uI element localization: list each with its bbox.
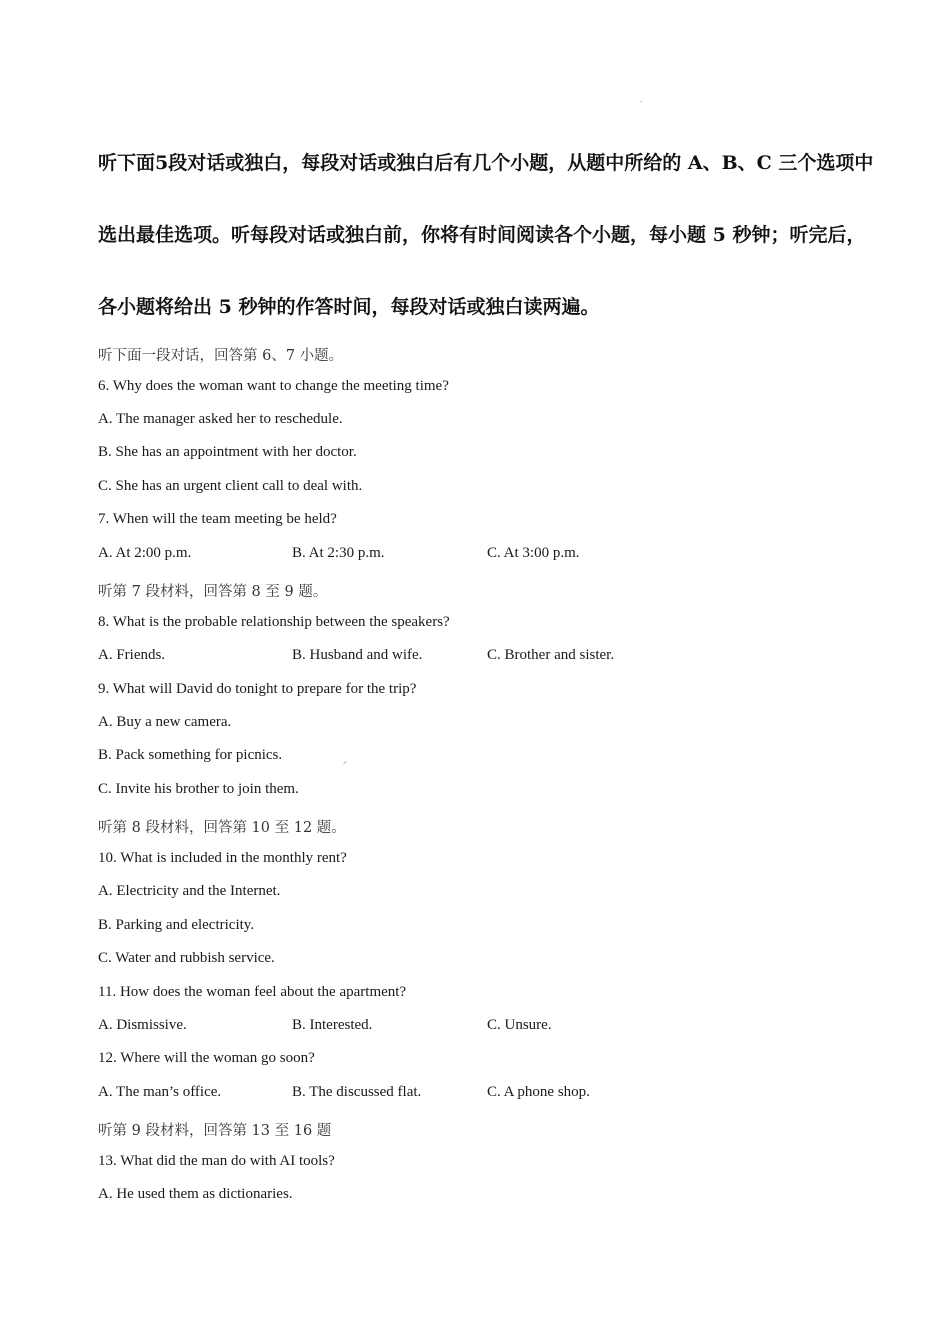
- question-7: 7. When will the team meeting be held?: [98, 511, 337, 527]
- option-12a: A. The man’s office.: [98, 1084, 222, 1100]
- option-8b: B. Husband and wife.: [292, 647, 423, 663]
- option-13a: A. He used them as dictionaries.: [98, 1186, 293, 1202]
- question-10: 10. What is included in the monthly rent?: [98, 850, 347, 866]
- option-8a: A. Friends.: [98, 647, 166, 663]
- option-12b: B. The discussed flat.: [292, 1084, 422, 1100]
- scan-speck: [343, 761, 347, 764]
- section-heading: 听第 8 段材料，回答第 10 至 12 题。: [98, 820, 346, 836]
- instruction-line-3: 各小题将给出 5 秒钟的作答时间，每段对话或独白读两遍。: [98, 296, 600, 318]
- question-11: 11. How does the woman feel about the apartment?: [98, 984, 407, 1000]
- option-6c: C. She has an urgent client call to deal with.: [98, 478, 363, 494]
- question-9: 9. What will David do tonight to prepare for the trip?: [98, 681, 417, 697]
- option-7b: B. At 2:30 p.m.: [292, 545, 385, 561]
- option-8c: C. Brother and sister.: [487, 647, 615, 663]
- option-6b: B. She has an appointment with her doctor.: [98, 444, 357, 460]
- option-11b: B. Interested.: [292, 1017, 373, 1033]
- question-12: 12. Where will the woman go soon?: [98, 1050, 315, 1066]
- option-11a: A. Dismissive.: [98, 1017, 187, 1033]
- option-12c: C. A phone shop.: [487, 1084, 590, 1100]
- instruction-line-1: 听下面5段对话或独白，每段对话或独白后有几个小题，从题中所给的 A、B、C 三个选项中: [98, 152, 874, 174]
- section-heading: 听第 9 段材料，回答第 13 至 16 题: [98, 1123, 332, 1139]
- option-10b: B. Parking and electricity.: [98, 917, 255, 933]
- option-9c: C. Invite his brother to join them.: [98, 781, 299, 797]
- option-9b: B. Pack something for picnics.: [98, 747, 283, 763]
- option-9a: A. Buy a new camera.: [98, 714, 232, 730]
- section-heading: 听下面一段对话，回答第 6、7 小题。: [98, 348, 344, 364]
- question-13: 13. What did the man do with AI tools?: [98, 1153, 335, 1169]
- option-7a: A. At 2:00 p.m.: [98, 545, 192, 561]
- scan-speck: [640, 100, 642, 102]
- question-8: 8. What is the probable relationship between the speakers?: [98, 614, 450, 630]
- option-10a: A. Electricity and the Internet.: [98, 883, 281, 899]
- option-6a: A. The manager asked her to reschedule.: [98, 411, 343, 427]
- option-11c: C. Unsure.: [487, 1017, 552, 1033]
- question-6: 6. Why does the woman want to change the meeting time?: [98, 378, 449, 394]
- option-10c: C. Water and rubbish service.: [98, 950, 275, 966]
- option-7c: C. At 3:00 p.m.: [487, 545, 580, 561]
- instruction-line-2: 选出最佳选项。听每段对话或独白前，你将有时间阅读各个小题，每小题 5 秒钟；听完后，: [98, 224, 866, 246]
- section-heading: 听第 7 段材料，回答第 8 至 9 题。: [98, 584, 328, 600]
